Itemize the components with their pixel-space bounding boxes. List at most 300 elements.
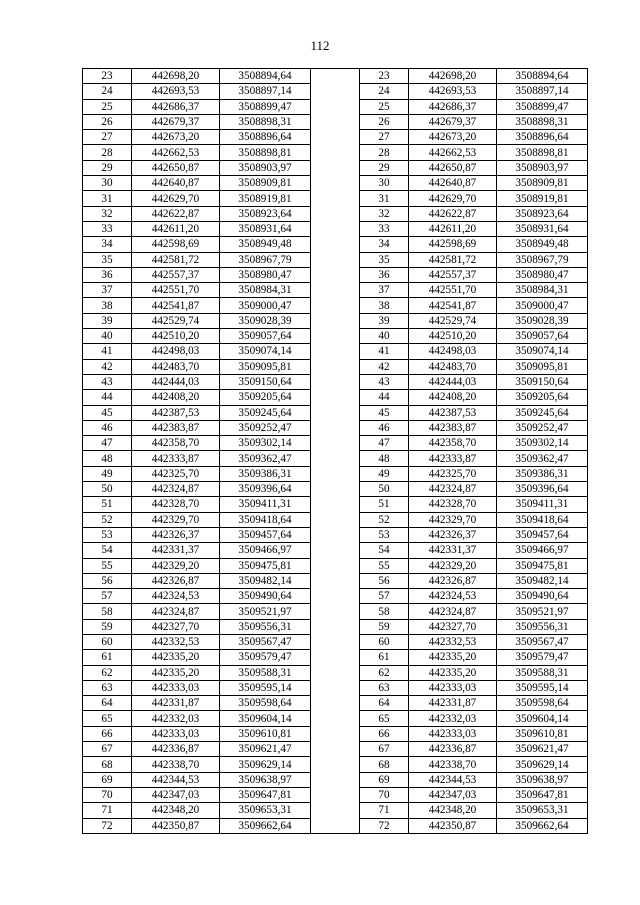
table-row [83,130,588,145]
left-point-number: 57 [83,589,132,604]
left-y-coordinate: 3509579,47 [220,650,311,665]
right-point-number: 65 [360,711,409,726]
right-point-number: 41 [360,344,409,359]
right-point-number: 45 [360,405,409,420]
left-x-coordinate: 442350,87 [132,818,220,833]
right-point-number: 61 [360,650,409,665]
column-gap [311,742,360,757]
right-x-coordinate: 442622,87 [409,206,497,221]
left-point-number: 26 [83,114,132,129]
left-y-coordinate: 3509386,31 [220,466,311,481]
table-row [83,160,588,175]
right-point-number: 67 [360,742,409,757]
right-x-coordinate: 442686,37 [409,99,497,114]
left-x-coordinate: 442324,87 [132,482,220,497]
left-point-number: 49 [83,466,132,481]
left-y-coordinate: 3509252,47 [220,420,311,435]
table-row [83,221,588,236]
table-row [83,359,588,374]
column-gap [311,527,360,542]
left-y-coordinate: 3508896,64 [220,130,311,145]
table-row [83,451,588,466]
right-x-coordinate: 442325,70 [409,466,497,481]
right-point-number: 63 [360,680,409,695]
column-gap [311,573,360,588]
left-x-coordinate: 442622,87 [132,206,220,221]
right-y-coordinate: 3509662,64 [497,818,588,833]
left-point-number: 34 [83,237,132,252]
column-gap [311,589,360,604]
right-x-coordinate: 442333,03 [409,680,497,695]
column-gap [311,405,360,420]
right-x-coordinate: 442358,70 [409,436,497,451]
right-y-coordinate: 3509588,31 [497,665,588,680]
right-x-coordinate: 442324,87 [409,604,497,619]
left-x-coordinate: 442529,74 [132,313,220,328]
table-row [83,604,588,619]
column-gap [311,436,360,451]
table-row [83,711,588,726]
left-x-coordinate: 442640,87 [132,176,220,191]
left-y-coordinate: 3509302,14 [220,436,311,451]
column-gap [311,298,360,313]
left-point-number: 59 [83,619,132,634]
right-point-number: 56 [360,573,409,588]
left-y-coordinate: 3509457,64 [220,527,311,542]
right-point-number: 33 [360,221,409,236]
left-point-number: 47 [83,436,132,451]
right-y-coordinate: 3509396,64 [497,482,588,497]
left-x-coordinate: 442698,20 [132,69,220,84]
right-point-number: 58 [360,604,409,619]
right-x-coordinate: 442693,53 [409,84,497,99]
right-point-number: 59 [360,619,409,634]
right-point-number: 71 [360,803,409,818]
column-gap [311,665,360,680]
right-x-coordinate: 442611,20 [409,221,497,236]
right-y-coordinate: 3509610,81 [497,726,588,741]
left-x-coordinate: 442444,03 [132,374,220,389]
left-y-coordinate: 3509095,81 [220,359,311,374]
column-gap [311,252,360,267]
column-gap [311,512,360,527]
right-x-coordinate: 442581,72 [409,252,497,267]
right-x-coordinate: 442650,87 [409,160,497,175]
left-point-number: 56 [83,573,132,588]
right-y-coordinate: 3509598,64 [497,696,588,711]
table-row [83,283,588,298]
coordinates-table [82,68,588,834]
column-gap [311,283,360,298]
left-point-number: 58 [83,604,132,619]
left-x-coordinate: 442332,53 [132,634,220,649]
right-point-number: 69 [360,772,409,787]
table-row [83,634,588,649]
right-point-number: 43 [360,374,409,389]
column-gap [311,497,360,512]
right-point-number: 28 [360,145,409,160]
right-x-coordinate: 442640,87 [409,176,497,191]
table-row [83,191,588,206]
left-x-coordinate: 442348,20 [132,803,220,818]
left-point-number: 51 [83,497,132,512]
left-x-coordinate: 442673,20 [132,130,220,145]
left-y-coordinate: 3509245,64 [220,405,311,420]
left-x-coordinate: 442408,20 [132,390,220,405]
right-point-number: 31 [360,191,409,206]
column-gap [311,160,360,175]
table-row [83,252,588,267]
column-gap [311,329,360,344]
left-point-number: 54 [83,543,132,558]
left-y-coordinate: 3508897,14 [220,84,311,99]
left-point-number: 55 [83,558,132,573]
table-row [83,374,588,389]
right-point-number: 29 [360,160,409,175]
right-y-coordinate: 3508898,31 [497,114,588,129]
left-y-coordinate: 3509662,64 [220,818,311,833]
left-x-coordinate: 442483,70 [132,359,220,374]
right-y-coordinate: 3508897,14 [497,84,588,99]
left-point-number: 37 [83,283,132,298]
column-gap [311,237,360,252]
right-x-coordinate: 442335,20 [409,665,497,680]
right-point-number: 38 [360,298,409,313]
column-gap [311,787,360,802]
left-y-coordinate: 3509362,47 [220,451,311,466]
left-y-coordinate: 3508909,81 [220,176,311,191]
table-row [83,84,588,99]
left-point-number: 72 [83,818,132,833]
left-x-coordinate: 442327,70 [132,619,220,634]
left-x-coordinate: 442686,37 [132,99,220,114]
column-gap [311,696,360,711]
right-y-coordinate: 3509567,47 [497,634,588,649]
left-x-coordinate: 442332,03 [132,711,220,726]
left-x-coordinate: 442650,87 [132,160,220,175]
right-point-number: 30 [360,176,409,191]
left-x-coordinate: 442329,20 [132,558,220,573]
right-y-coordinate: 3508949,48 [497,237,588,252]
table-row [83,69,588,84]
left-point-number: 67 [83,742,132,757]
right-point-number: 49 [360,466,409,481]
column-gap [311,69,360,84]
left-y-coordinate: 3509629,14 [220,757,311,772]
right-x-coordinate: 442332,03 [409,711,497,726]
table-row [83,267,588,282]
table-row [83,114,588,129]
right-point-number: 52 [360,512,409,527]
right-y-coordinate: 3509411,31 [497,497,588,512]
right-x-coordinate: 442541,87 [409,298,497,313]
left-point-number: 23 [83,69,132,84]
left-x-coordinate: 442541,87 [132,298,220,313]
right-point-number: 44 [360,390,409,405]
column-gap [311,619,360,634]
left-x-coordinate: 442557,37 [132,267,220,282]
right-y-coordinate: 3509252,47 [497,420,588,435]
left-y-coordinate: 3509396,64 [220,482,311,497]
table-row [83,512,588,527]
left-y-coordinate: 3509521,97 [220,604,311,619]
left-point-number: 32 [83,206,132,221]
right-x-coordinate: 442557,37 [409,267,497,282]
left-point-number: 44 [83,390,132,405]
left-y-coordinate: 3509638,97 [220,772,311,787]
table-row [83,497,588,512]
right-point-number: 50 [360,482,409,497]
left-point-number: 35 [83,252,132,267]
left-x-coordinate: 442331,87 [132,696,220,711]
left-y-coordinate: 3508931,64 [220,221,311,236]
left-point-number: 66 [83,726,132,741]
table-row [83,543,588,558]
right-point-number: 55 [360,558,409,573]
right-y-coordinate: 3509629,14 [497,757,588,772]
left-point-number: 62 [83,665,132,680]
column-gap [311,176,360,191]
table-row [83,680,588,695]
left-y-coordinate: 3509475,81 [220,558,311,573]
left-y-coordinate: 3509595,14 [220,680,311,695]
column-gap [311,680,360,695]
table-row [83,99,588,114]
right-y-coordinate: 3509466,97 [497,543,588,558]
left-point-number: 28 [83,145,132,160]
left-x-coordinate: 442333,87 [132,451,220,466]
right-x-coordinate: 442408,20 [409,390,497,405]
right-x-coordinate: 442673,20 [409,130,497,145]
left-point-number: 27 [83,130,132,145]
right-x-coordinate: 442679,37 [409,114,497,129]
left-point-number: 65 [83,711,132,726]
table-row [83,420,588,435]
left-point-number: 36 [83,267,132,282]
left-x-coordinate: 442336,87 [132,742,220,757]
right-point-number: 39 [360,313,409,328]
right-y-coordinate: 3509647,81 [497,787,588,802]
column-gap [311,145,360,160]
table-row [83,757,588,772]
right-y-coordinate: 3509604,14 [497,711,588,726]
left-x-coordinate: 442679,37 [132,114,220,129]
left-point-number: 30 [83,176,132,191]
left-point-number: 38 [83,298,132,313]
left-point-number: 40 [83,329,132,344]
table-row [83,466,588,481]
table-row [83,589,588,604]
right-y-coordinate: 3508898,81 [497,145,588,160]
left-point-number: 46 [83,420,132,435]
left-point-number: 31 [83,191,132,206]
left-point-number: 43 [83,374,132,389]
column-gap [311,359,360,374]
column-gap [311,803,360,818]
right-point-number: 62 [360,665,409,680]
left-point-number: 52 [83,512,132,527]
table-row [83,329,588,344]
left-point-number: 71 [83,803,132,818]
table-row [83,405,588,420]
table-row [83,313,588,328]
right-x-coordinate: 442483,70 [409,359,497,374]
left-y-coordinate: 3508949,48 [220,237,311,252]
right-point-number: 36 [360,267,409,282]
right-x-coordinate: 442387,53 [409,405,497,420]
table-row [83,482,588,497]
left-y-coordinate: 3509604,14 [220,711,311,726]
right-y-coordinate: 3508931,64 [497,221,588,236]
right-point-number: 51 [360,497,409,512]
right-point-number: 70 [360,787,409,802]
table-row [83,619,588,634]
table-row [83,176,588,191]
right-x-coordinate: 442347,03 [409,787,497,802]
right-x-coordinate: 442332,53 [409,634,497,649]
column-gap [311,130,360,145]
right-x-coordinate: 442338,70 [409,757,497,772]
left-x-coordinate: 442326,87 [132,573,220,588]
table-row [83,696,588,711]
table-row [83,818,588,833]
left-x-coordinate: 442510,20 [132,329,220,344]
left-point-number: 53 [83,527,132,542]
table-row [83,803,588,818]
left-x-coordinate: 442598,69 [132,237,220,252]
column-gap [311,114,360,129]
right-y-coordinate: 3508903,97 [497,160,588,175]
right-x-coordinate: 442662,53 [409,145,497,160]
left-x-coordinate: 442333,03 [132,680,220,695]
table-row [83,665,588,680]
right-y-coordinate: 3509621,47 [497,742,588,757]
right-x-coordinate: 442348,20 [409,803,497,818]
right-point-number: 27 [360,130,409,145]
left-point-number: 70 [83,787,132,802]
left-x-coordinate: 442551,70 [132,283,220,298]
left-point-number: 24 [83,84,132,99]
right-y-coordinate: 3508980,47 [497,267,588,282]
right-y-coordinate: 3508894,64 [497,69,588,84]
left-y-coordinate: 3509411,31 [220,497,311,512]
right-y-coordinate: 3509205,64 [497,390,588,405]
right-x-coordinate: 442350,87 [409,818,497,833]
right-x-coordinate: 442331,37 [409,543,497,558]
column-gap [311,726,360,741]
right-x-coordinate: 442498,03 [409,344,497,359]
left-y-coordinate: 3509466,97 [220,543,311,558]
left-y-coordinate: 3509588,31 [220,665,311,680]
left-y-coordinate: 3509598,64 [220,696,311,711]
right-x-coordinate: 442324,53 [409,589,497,604]
right-y-coordinate: 3509475,81 [497,558,588,573]
column-gap [311,374,360,389]
left-y-coordinate: 3508967,79 [220,252,311,267]
right-y-coordinate: 3508896,64 [497,130,588,145]
left-x-coordinate: 442335,20 [132,665,220,680]
right-x-coordinate: 442327,70 [409,619,497,634]
left-x-coordinate: 442347,03 [132,787,220,802]
left-point-number: 69 [83,772,132,787]
right-y-coordinate: 3509150,64 [497,374,588,389]
table-row [83,742,588,757]
left-y-coordinate: 3509150,64 [220,374,311,389]
left-point-number: 48 [83,451,132,466]
right-y-coordinate: 3508984,31 [497,283,588,298]
left-y-coordinate: 3508898,31 [220,114,311,129]
right-x-coordinate: 442344,53 [409,772,497,787]
right-x-coordinate: 442551,70 [409,283,497,298]
right-x-coordinate: 442444,03 [409,374,497,389]
left-x-coordinate: 442331,37 [132,543,220,558]
right-y-coordinate: 3508967,79 [497,252,588,267]
right-point-number: 23 [360,69,409,84]
right-point-number: 34 [360,237,409,252]
table-row [83,145,588,160]
left-y-coordinate: 3509653,31 [220,803,311,818]
right-x-coordinate: 442383,87 [409,420,497,435]
right-x-coordinate: 442629,70 [409,191,497,206]
right-y-coordinate: 3509362,47 [497,451,588,466]
left-x-coordinate: 442358,70 [132,436,220,451]
right-x-coordinate: 442336,87 [409,742,497,757]
right-y-coordinate: 3509000,47 [497,298,588,313]
right-y-coordinate: 3509595,14 [497,680,588,695]
column-gap [311,451,360,466]
right-y-coordinate: 3509418,64 [497,512,588,527]
table-row [83,436,588,451]
right-y-coordinate: 3509556,31 [497,619,588,634]
right-x-coordinate: 442698,20 [409,69,497,84]
column-gap [311,420,360,435]
table-row [83,344,588,359]
left-x-coordinate: 442344,53 [132,772,220,787]
column-gap [311,650,360,665]
right-y-coordinate: 3509638,97 [497,772,588,787]
right-y-coordinate: 3509302,14 [497,436,588,451]
column-gap [311,390,360,405]
right-x-coordinate: 442329,70 [409,512,497,527]
left-y-coordinate: 3508923,64 [220,206,311,221]
right-point-number: 68 [360,757,409,772]
right-point-number: 60 [360,634,409,649]
column-gap [311,711,360,726]
right-y-coordinate: 3509074,14 [497,344,588,359]
left-y-coordinate: 3509205,64 [220,390,311,405]
left-y-coordinate: 3509057,64 [220,329,311,344]
left-y-coordinate: 3509556,31 [220,619,311,634]
left-y-coordinate: 3509482,14 [220,573,311,588]
left-point-number: 42 [83,359,132,374]
right-x-coordinate: 442333,87 [409,451,497,466]
column-gap [311,206,360,221]
right-x-coordinate: 442326,87 [409,573,497,588]
table-row [83,772,588,787]
left-x-coordinate: 442498,03 [132,344,220,359]
left-y-coordinate: 3508919,81 [220,191,311,206]
left-x-coordinate: 442329,70 [132,512,220,527]
column-gap [311,634,360,649]
table-row [83,787,588,802]
left-x-coordinate: 442629,70 [132,191,220,206]
left-point-number: 64 [83,696,132,711]
column-gap [311,604,360,619]
left-y-coordinate: 3508898,81 [220,145,311,160]
table-row [83,650,588,665]
left-y-coordinate: 3509028,39 [220,313,311,328]
right-x-coordinate: 442598,69 [409,237,497,252]
